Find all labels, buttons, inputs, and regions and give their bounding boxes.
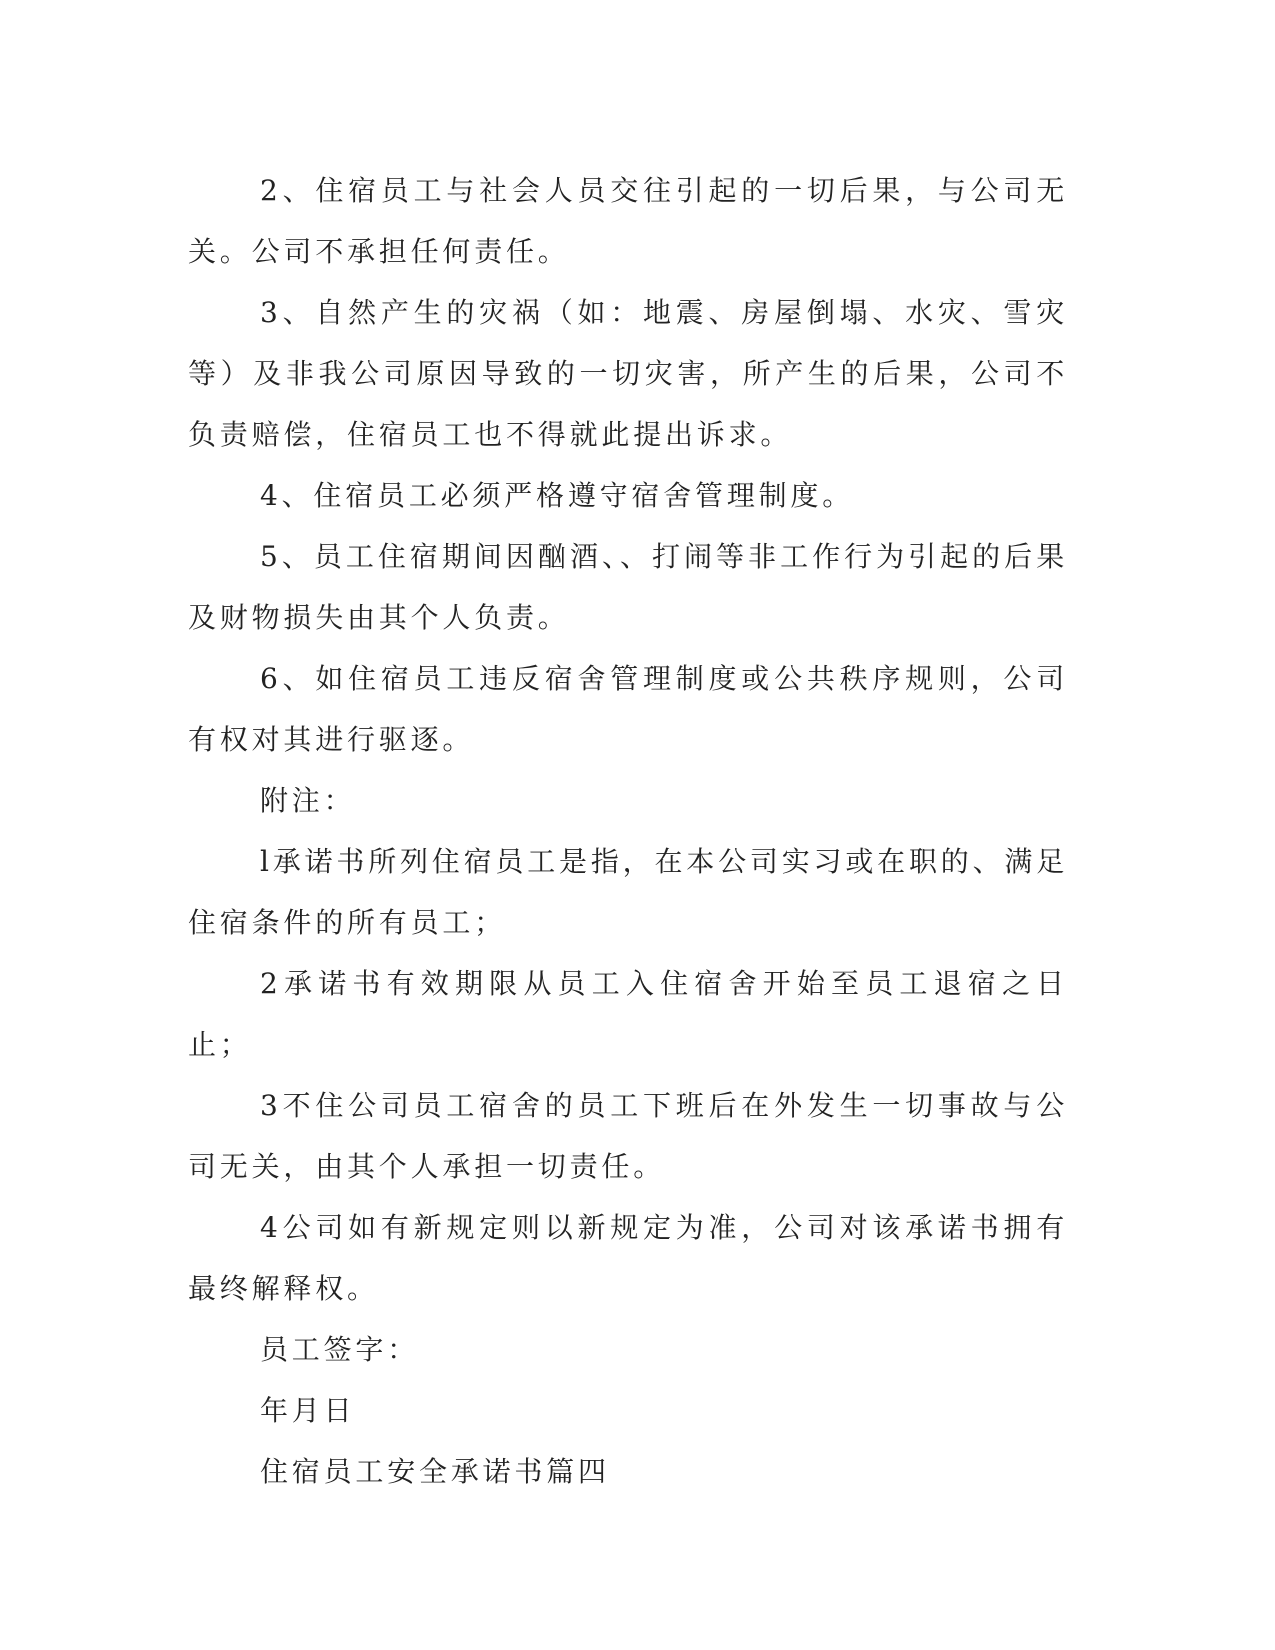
notes-heading: 附注： xyxy=(260,784,356,817)
note-4: 4公司如有新规定则以新规定为准，公司对该承诺书拥有最终解释权。 xyxy=(188,1211,1068,1305)
clause-3: 3、自然产生的灾祸（如：地震、房屋倒塌、水灾、雪灾等）及非我公司原因导致的一切灾害，所产生的后果，公司不负责赔偿，住宿员工也不得就此提出诉求。 xyxy=(188,296,1068,451)
signature-label: 员工签字： xyxy=(260,1333,420,1366)
document-body xyxy=(188,160,1068,1502)
next-section-title: 住宿员工安全承诺书篇四 xyxy=(260,1455,610,1488)
note-1: l承诺书所列住宿员工是指，在本公司实习或在职的、满足住宿条件的所有员工； xyxy=(188,845,1068,939)
date-label: 年月日 xyxy=(260,1394,356,1427)
note-3: 3不住公司员工宿舍的员工下班后在外发生一切事故与公司无关，由其个人承担一切责任。 xyxy=(188,1089,1068,1183)
clause-2: 2、住宿员工与社会人员交往引起的一切后果，与公司无关。公司不承担任何责任。 xyxy=(188,174,1068,268)
clause-4: 4、住宿员工必须严格遵守宿舍管理制度。 xyxy=(260,479,855,512)
clause-5: 5、员工住宿期间因酗酒、、打闹等非工作行为引起的后果及财物损失由其个人负责。 xyxy=(188,540,1068,634)
clause-6: 6、如住宿员工违反宿舍管理制度或公共秩序规则，公司有权对其进行驱逐。 xyxy=(188,662,1068,756)
note-2: 2承诺书有效期限从员工入住宿舍开始至员工退宿之日止； xyxy=(188,967,1068,1061)
